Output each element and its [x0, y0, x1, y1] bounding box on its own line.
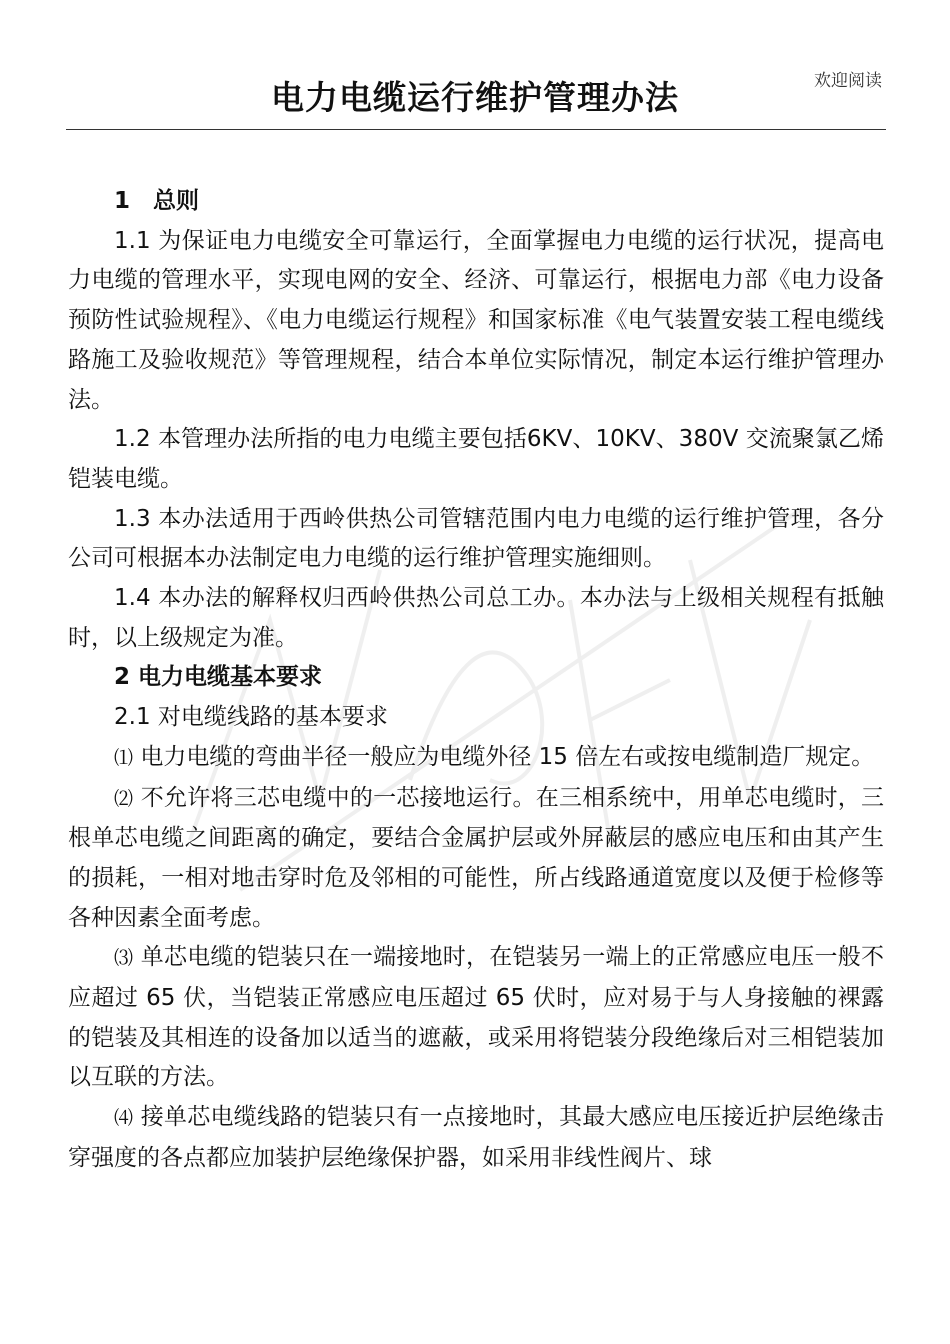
document-title: 电力电缆运行维护管理办法: [271, 78, 679, 117]
title-divider: [66, 129, 886, 130]
paragraph: 1.2 本管理办法所指的电力电缆主要包括6KV、10KV、380V 交流聚氯乙烯铠装电缆。: [68, 426, 884, 492]
list-item-number: ⑶: [114, 947, 134, 970]
list-item-text: 电力电缆的弯曲半径一般应为电缆外径 15 倍左右或按电缆制造厂规定。: [133, 743, 875, 770]
list-item-text: 接单芯电缆线路的铠装只有一点接地时，其最大感应电压接近护层绝缘击穿强度的各点都应加装护层绝缘保护器，如采用非线性阀片、球: [68, 1104, 884, 1171]
list-item: [68, 738, 884, 779]
list-item: [68, 1098, 884, 1178]
paragraph: 1.3 本办法适用于西岭供热公司管辖范围内电力电缆的运行维护管理，各分公司可根据本办法制定电力电缆的运行维护管理实施细则。: [68, 505, 884, 572]
paragraph: 2.1 对电缆线路的基本要求: [114, 704, 388, 731]
list-item-text: 不允许将三芯电缆中的一芯接地运行。在三相系统中，用单芯电缆时，三根单芯电缆之间距离的确定，要结合金属护层或外屏蔽层的感应电压和由其产生的损耗，一相对地击穿时危及邻相的可能性，所占线路通道宽度以及便于检修等各种因素全面考虑。: [68, 784, 884, 931]
document-body: [68, 182, 884, 1179]
list-item: [68, 938, 884, 1098]
list-item-number: ⑵: [114, 787, 134, 810]
section-heading: 1 总则: [114, 188, 200, 214]
list-item-number: ⑴: [114, 746, 134, 769]
header-note: 欢迎阅读: [814, 71, 882, 91]
list-item: [68, 779, 884, 939]
list-item-number: ⑷: [114, 1107, 134, 1130]
paragraph: 1.4 本办法的解释权归西岭供热公司总工办。本办法与上级相关规程有抵触时，以上级规定为准。: [68, 585, 884, 651]
section-heading: 2 电力电缆基本要求: [114, 664, 323, 691]
list-item-text: 单芯电缆的铠装只在一端接地时，在铠装另一端上的正常感应电压一般不应超过 65 伏，当铠装正常感应电压超过 65 伏时，应对易于与人身接触的裸露的铠装及其相连的设备加以适当的遮蔽，或采用将铠装分段绝缘后对三相铠装加以互联的方法。: [68, 944, 884, 1091]
paragraph: 1.1 为保证电力电缆安全可靠运行，全面掌握电力电缆的运行状况，提高电力电缆的管理水平，实现电网的安全、经济、可靠运行，根据电力部《电力设备预防性试验规程》、《电力电缆运行规程》和国家标准《电气装置安装工程电缆线路施工及验收规范》等管理规程，结合本单位实际情况，制定本运行维护管理办法。: [68, 227, 884, 413]
